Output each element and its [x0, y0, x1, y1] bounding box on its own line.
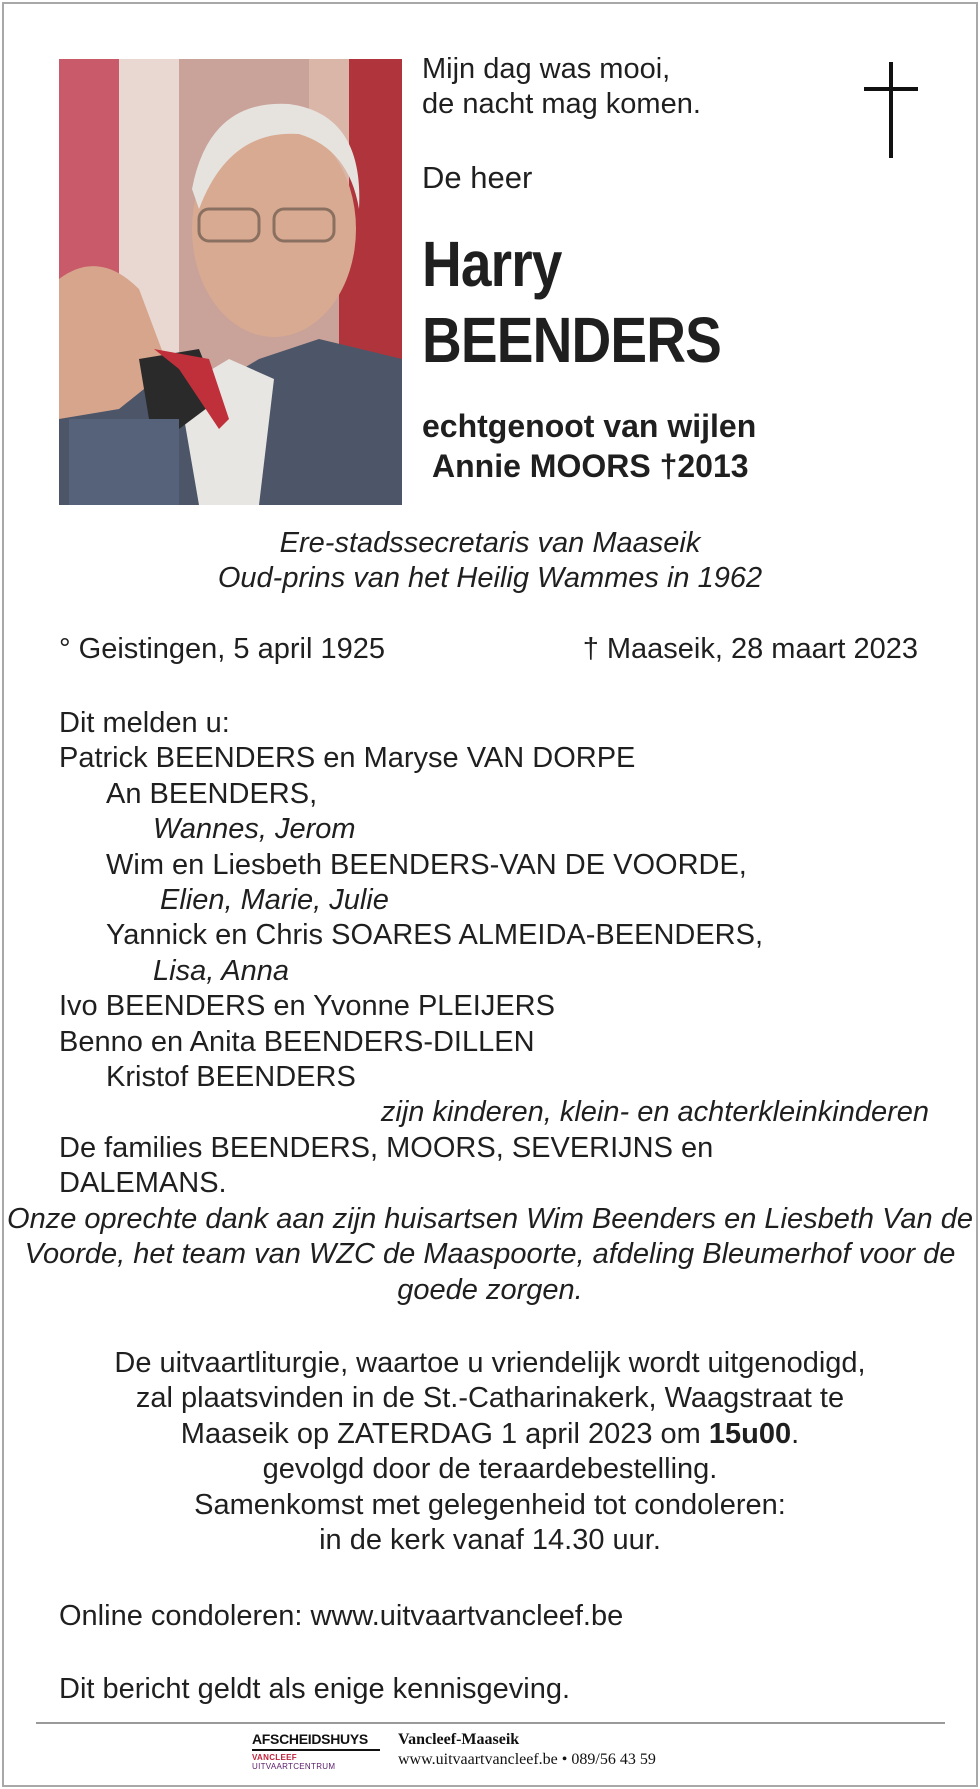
funeral-details [0, 1346, 980, 1558]
company-contact: www.uitvaartvancleef.be • 089/56 43 59 [398, 1751, 656, 1768]
funeral-line: Samenkomst met gelegenheid tot condoleren: [194, 1488, 786, 1521]
family-line: Ivo BEENDERS en Yvonne PLEIJERS [59, 990, 555, 1023]
funeral-punct: . [791, 1417, 800, 1450]
funeral-line: De uitvaartliturgie, waartoe u vriendelijk wordt uitgenodigd, [114, 1347, 866, 1379]
funeral-line: zal plaatsvinden in de St.-Catharinakerk, Waagstraat te [135, 1382, 845, 1415]
funeral-date: Maaseik op ZATERDAG 1 april 2023 om [180, 1417, 709, 1450]
online-condolences: Online condoleren: www.uitvaartvancleef.be [59, 1600, 624, 1632]
family-intro: Dit melden u: [59, 707, 230, 739]
logo-wordmark: AFSCHEIDSHUYS [252, 1730, 380, 1751]
salutation: De heer [422, 160, 533, 195]
relation-line: zijn kinderen, klein- en achterkleinkinderen [380, 1096, 929, 1129]
family-line: Patrick BEENDERS en Maryse VAN DORPE [59, 742, 636, 775]
funeral-time: 15u00 [708, 1417, 792, 1450]
logo-brand: VANCLEEF [252, 1753, 297, 1762]
logo-sub: UITVAARTCENTRUM [252, 1762, 336, 1771]
family-line: Yannick en Chris SOARES ALMEIDA-BEENDERS, [106, 919, 764, 952]
title-line: Ere-stadssecretaris van Maaseik [279, 527, 701, 559]
spouse-line: echtgenoot van wijlen [422, 408, 757, 444]
motto-line: Mijn dag was mooi, [422, 53, 671, 85]
birth-info: ° Geistingen, 5 april 1925 [59, 633, 385, 665]
spouse-line: Annie MOORS †2013 [432, 448, 749, 484]
family-line: Kristof BEENDERS [106, 1061, 356, 1094]
funeral-line: gevolgd door de teraardebestelling. [262, 1453, 718, 1486]
family-announcement [7, 706, 973, 1308]
funeral-line: in de kerk vanaf 14.30 uur. [319, 1524, 661, 1557]
motto-line: de nacht mag komen. [422, 88, 701, 120]
family-line: Wim en Liesbeth BEENDERS-VAN DE VOORDE, [106, 848, 747, 881]
family-line: Benno en Anita BEENDERS-DILLEN [59, 1025, 535, 1058]
grandchildren-line: Lisa, Anna [153, 954, 289, 987]
grandchildren-line: Wannes, Jerom [153, 813, 356, 846]
portrait-photo [59, 59, 402, 505]
death-info: † Maaseik, 28 maart 2023 [582, 633, 918, 665]
family-line: DALEMANS. [59, 1167, 227, 1200]
last-name: BEENDERS [422, 304, 721, 376]
title-line: Oud-prins van het Heilig Wammes in 1962 [217, 562, 763, 594]
thanks-text: Onze oprechte dank aan zijn huisartsen Wim Beenders en Liesbeth Van de Voorde, het team van WZC de Maaspoorte, afdeling Bleumerhof voor de goede zorgen. [7, 1202, 973, 1306]
family-line: De families BEENDERS, MOORS, SEVERIJNS en [59, 1131, 714, 1164]
footer-divider [36, 1722, 945, 1724]
notice-text: Dit bericht geldt als enige kennisgeving. [59, 1673, 571, 1705]
spouse-info [422, 406, 756, 486]
first-name: Harry [422, 228, 562, 300]
honorary-titles [0, 526, 980, 596]
grandchildren-line: Elien, Marie, Julie [160, 884, 389, 917]
funeral-home-contact [398, 1730, 656, 1770]
funeral-home-logo [252, 1730, 380, 1770]
motto [422, 52, 701, 122]
logo-subline [252, 1753, 380, 1771]
family-line: An BEENDERS, [106, 777, 318, 810]
cross-icon [862, 60, 922, 160]
company-name: Vancleef-Maaseik [398, 1731, 520, 1748]
funeral-line [0, 1417, 980, 1452]
deceased-name [422, 226, 721, 378]
